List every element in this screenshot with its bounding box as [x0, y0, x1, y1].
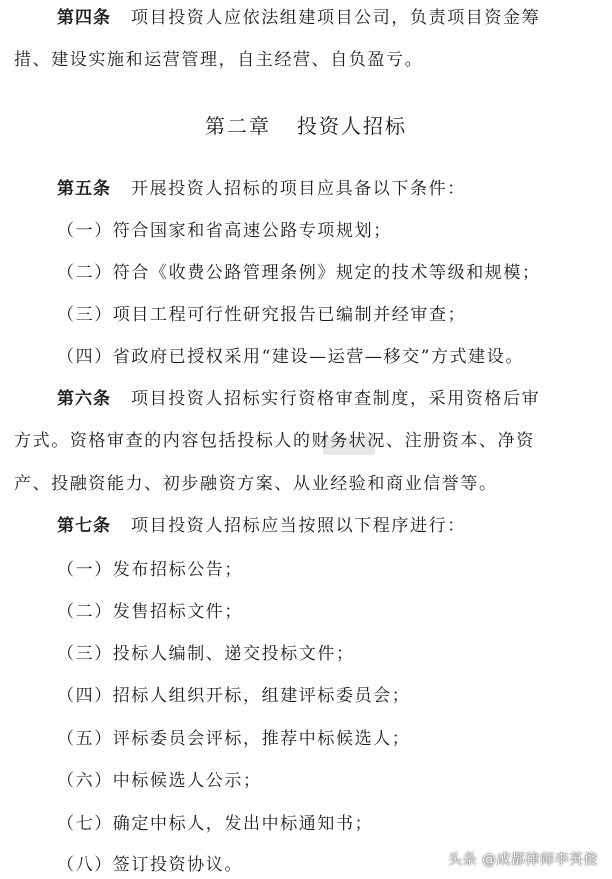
article-4-line — [57, 6, 612, 30]
article-5-item: （一）符合国家和省高速公路专项规划； — [57, 221, 392, 241]
article-7-item: （一）发布招标公告； — [57, 560, 243, 580]
article-6-continuation: 方式。资格审查的内容包括投标人的财务状况、注册资本、净资 — [14, 431, 535, 451]
article-7-item: （七）确定中标人，发出中标通知书； — [57, 814, 374, 834]
article-4-text: 项目投资人应依法组建项目公司，负责项目资金筹 — [131, 8, 541, 28]
chapter-number: 第二章 — [205, 114, 271, 138]
article-7-item: （三）投标人编制、递交投标文件； — [57, 644, 355, 664]
chapter-title: 投资人招标 — [297, 114, 407, 138]
article-6-line — [57, 387, 612, 411]
article-7-label: 第七条 — [57, 516, 111, 536]
article-5-label: 第五条 — [57, 179, 111, 199]
article-6-continuation: 产、投融资能力、初步融资方案、从业经验和商业信誉等。 — [14, 474, 498, 494]
article-5-item: （四）省政府已授权采用“建设—运营—移交”方式建设。 — [57, 347, 524, 367]
article-7-line — [57, 514, 612, 538]
article-7-item: （六）中标候选人公示； — [57, 771, 262, 791]
article-7-item: （八）签订投资协议。 — [57, 855, 243, 875]
article-7-item: （五）评标委员会评标，推荐中标候选人； — [57, 729, 411, 749]
article-5-text: 开展投资人招标的项目应具备以下条件： — [131, 179, 466, 199]
article-7-item: （二）发售招标文件； — [57, 602, 243, 622]
article-4-continuation: 措、建设实施和运营管理，自主经营、自负盈亏。 — [14, 50, 424, 70]
article-7-text: 项目投资人招标应当按照以下程序进行： — [131, 516, 466, 536]
article-6-label: 第六条 — [57, 389, 111, 409]
article-5-item: （三）项目工程可行性研究报告已编制并经审查； — [57, 305, 467, 325]
article-7-item: （四）招标人组织开标，组建评标委员会； — [57, 686, 411, 706]
article-6-text: 项目投资人招标实行资格审查制度，采用资格后审 — [131, 389, 541, 409]
article-4-label: 第四条 — [57, 8, 111, 28]
article-5-line — [57, 177, 612, 201]
watermark-text: 头条 @成都律师李英俊 — [448, 852, 598, 868]
chapter-heading — [0, 112, 612, 140]
article-5-item: （二）符合《收费公路管理条例》规定的技术等级和规模； — [57, 263, 541, 283]
